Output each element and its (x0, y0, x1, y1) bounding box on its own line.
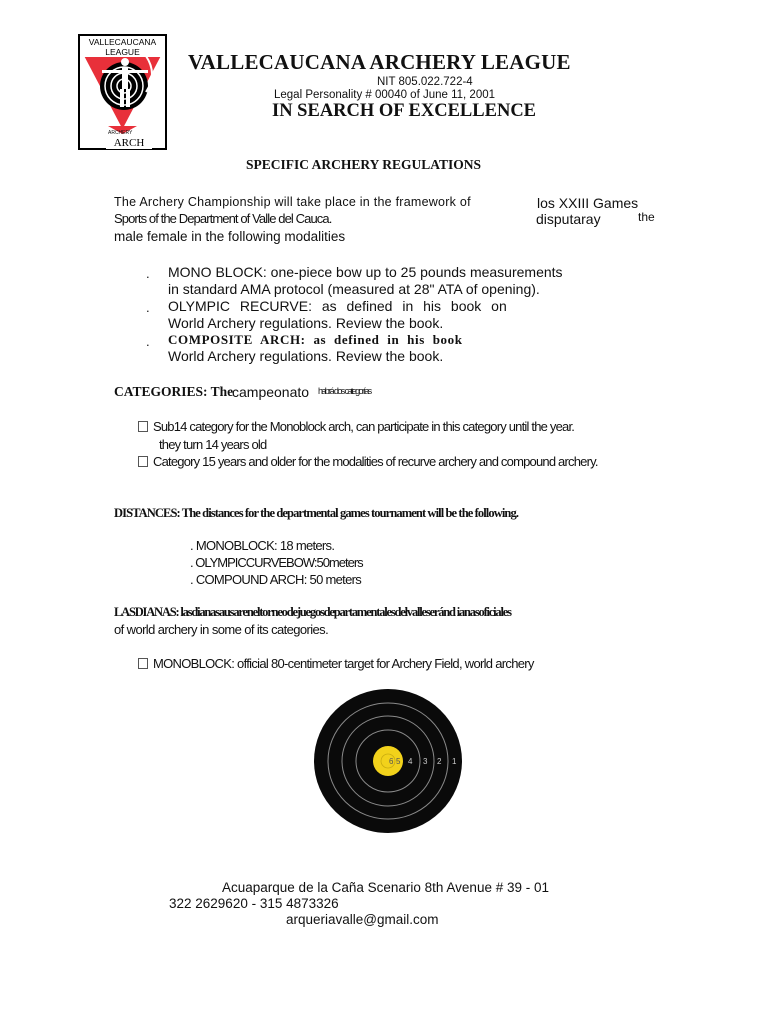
targets-line-2: of world archery in some of its categories. (114, 622, 329, 637)
logo-small-text: ARCHERY (108, 130, 133, 136)
league-logo (78, 34, 167, 150)
modality-bullet: . (146, 266, 150, 281)
categories-word: campeonato (232, 384, 310, 400)
checkbox-glyph-icon (138, 456, 148, 467)
target-item-text: MONOBLOCK: official 80-centimeter target for Archery Field, world archery (153, 656, 534, 671)
logo-top-text: VALLECAUCANA LEAGUE (80, 37, 165, 57)
category-item-line-1: Sub14 category for the Monoblock arch, can participate in this category until the year. (153, 419, 575, 434)
footer-address: Acuaparque de la Caña Scenario 8th Avenue # 39 - 01 (222, 880, 549, 895)
modality-mono-block-line-1: MONO BLOCK: one-piece bow up to 25 pounds measurements (168, 264, 563, 280)
logo-bottom-text: ARCH (106, 137, 152, 149)
checkbox-glyph-icon (138, 658, 148, 669)
intro-line-2-right: disputaray (536, 211, 601, 227)
motto: IN SEARCH OF EXCELLENCE (272, 101, 537, 121)
modality-composite-arch-line-1: COMPOSITE ARCH: as defined in his book (168, 332, 463, 347)
targets-heading: LASDIANAS: lasdianasausareneltorneodejuegosdepartamentalesdelvalleseránd ianasoficiales (114, 605, 511, 619)
category-item-line-1: Category 15 years and older for the modalities of recurve archery and compound archery. (153, 454, 598, 469)
target-ring-label: 2 (437, 757, 442, 766)
intro-line-2-the: the (638, 210, 655, 224)
modality-olympic-recurve-line-2: World Archery regulations. Review the book. (168, 315, 444, 331)
intro-line-2: Sports of the Department of Valle del Cauca. (114, 211, 332, 226)
footer-phones: 322 2629620 - 315 4873326 (169, 896, 339, 911)
distances-heading: DISTANCES: The distances for the departmental games tournament will be the following. (114, 506, 519, 520)
categories-tail: habrá dos categorías (318, 386, 371, 396)
target-ring-label: 6 (389, 757, 394, 766)
target-item-monoblock (138, 656, 534, 671)
target-ring-label: 4 (408, 757, 413, 766)
distance-item-compound: . COMPOUND ARCH: 50 meters (190, 572, 362, 587)
page-title: VALLECAUCANA ARCHERY LEAGUE (188, 50, 571, 74)
archery-target-image (313, 688, 463, 834)
target-ring-label: 5 (396, 757, 401, 766)
distance-item-monoblock: . MONOBLOCK: 18 meters. (190, 538, 335, 553)
intro-line-1-right: los XXIII Games (537, 195, 639, 211)
legal-personality: Legal Personality # 00040 of June 11, 2001 (274, 89, 496, 101)
category-item-sub14 (138, 419, 574, 434)
modality-composite-arch-line-2: World Archery regulations. Review the book. (168, 348, 444, 364)
target-ring-label: 1 (452, 757, 457, 766)
modality-bullet: . (146, 300, 150, 315)
target-ring-label: 3 (423, 757, 428, 766)
distance-item-olympic: . OLYMPICCURVEBOW:50meters (190, 555, 363, 570)
categories-label: CATEGORIES: The (114, 384, 234, 399)
intro-line-1: The Archery Championship will take place in the framework of (114, 195, 471, 209)
modality-bullet: . (146, 334, 150, 349)
checkbox-glyph-icon (138, 421, 148, 432)
modality-olympic-recurve-line-1: OLYMPIC RECURVE: as defined in his book on (168, 298, 507, 314)
category-item-15-plus (138, 454, 598, 469)
category-item-line-2: they turn 14 years old (159, 437, 267, 452)
nit-number: NIT 805.022.722-4 (377, 76, 473, 88)
intro-line-3: male female in the following modalities (114, 229, 346, 244)
section-heading: SPECIFIC ARCHERY REGULATIONS (246, 157, 482, 172)
footer-email: arqueriavalle@gmail.com (286, 912, 439, 927)
modality-mono-block-line-2: in standard AMA protocol (measured at 28" ATA of opening). (168, 281, 540, 297)
